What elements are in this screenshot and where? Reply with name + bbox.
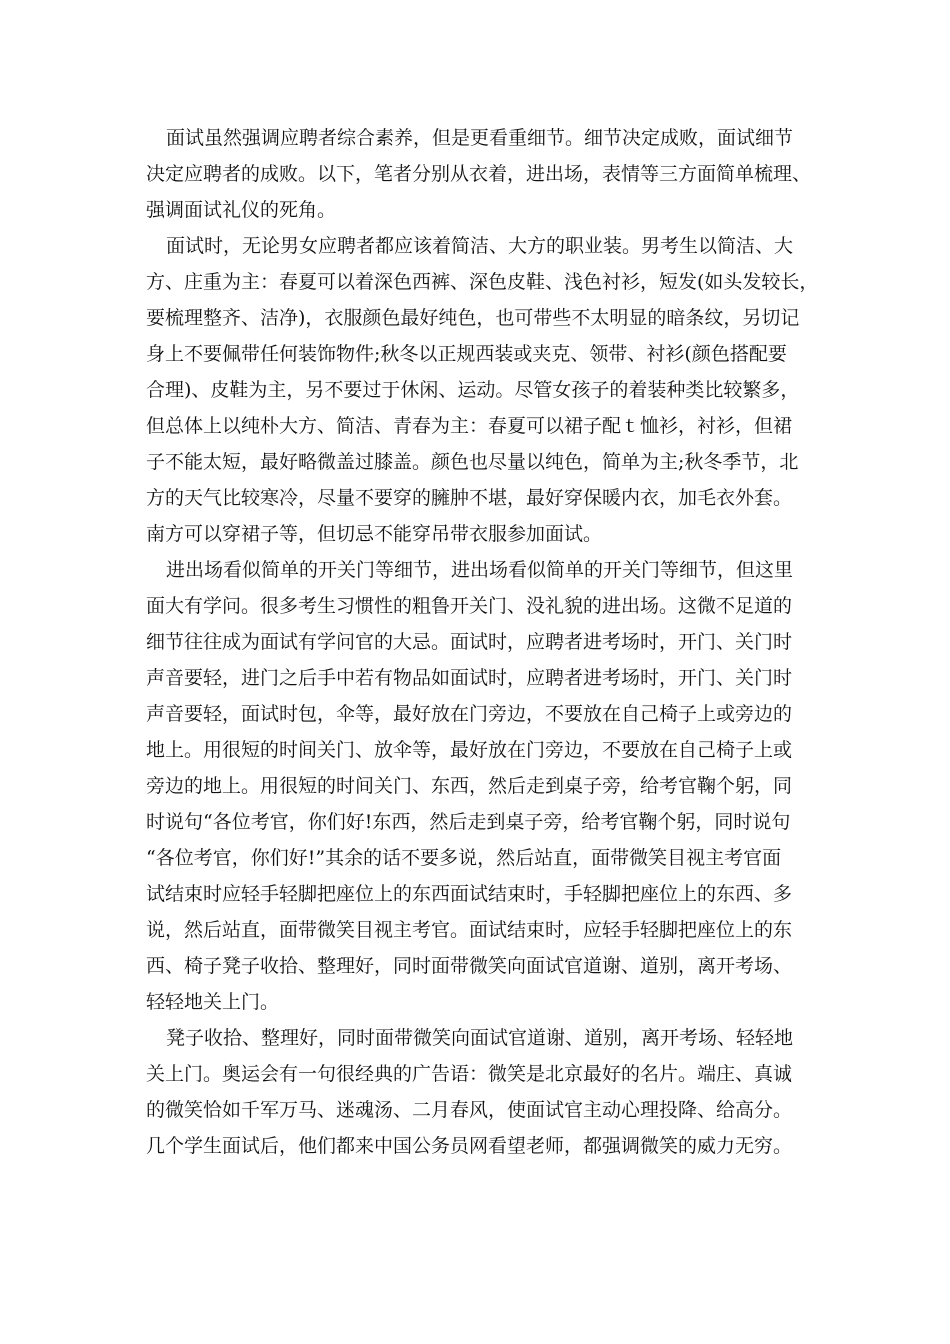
text-line: 强调面试礼仪的死角。 xyxy=(146,199,337,221)
text-line: 的微笑恰如千军万马、迷魂汤、二月春风，使面试官主动心理投降、给高分。 xyxy=(146,1099,793,1121)
text-line: 要梳理整齐、洁净)，衣服颜色最好纯色，也可带些不太明显的暗条纹，另切记 xyxy=(146,307,800,329)
text-line: 面试虽然强调应聘者综合素养，但是更看重细节。细节决定成败，面试细节 xyxy=(166,127,794,149)
text-line: 旁边的地上。用很短的时间关门、东西，然后走到桌子旁，给考官鞠个躬，同 xyxy=(146,775,793,797)
text-line: 地上。用很短的时间关门、放伞等，最好放在门旁边，不要放在自己椅子上或 xyxy=(146,739,793,761)
text-line: 面大有学问。很多考生习惯性的粗鲁开关门、没礼貌的进出场。这微不足道的 xyxy=(146,595,793,617)
text-line: 南方可以穿裙子等，但切忌不能穿吊带衣服参加面试。 xyxy=(146,523,603,545)
text-line: 面试时，无论男女应聘者都应该着简洁、大方的职业装。男考生以简洁、大 xyxy=(166,235,794,257)
text-line: 试结束时应轻手轻脚把座位上的东西面试结束时，手轻脚把座位上的东西、多 xyxy=(146,883,793,905)
text-line: 方的天气比较寒冷，尽量不要穿的臃肿不堪，最好穿保暖内衣，加毛衣外套。 xyxy=(146,487,793,509)
text-line: 进出场看似简单的开关门等细节，进出场看似简单的开关门等细节，但这里 xyxy=(166,559,794,581)
text-line: 细节往往成为面试有学问官的大忌。面试时，应聘者进考场时，开门、关门时 xyxy=(146,631,793,653)
text-line: 时说句“各位考官，你们好!东西，然后走到桌子旁，给考官鞠个躬，同时说句 xyxy=(146,811,791,833)
text-line: 凳子收拾、整理好，同时面带微笑向面试官道谢、道别，离开考场、轻轻地 xyxy=(166,1027,794,1049)
text-line: 声音要轻，进门之后手中若有物品如面试时，应聘者进考场时，开门、关门时 xyxy=(146,667,793,689)
text-line: 但总体上以纯朴大方、简洁、青春为主：春夏可以裙子配ｔ恤衫，衬衫，但裙 xyxy=(146,415,793,437)
text-line: 西、椅子凳子收拾、整理好，同时面带微笑向面试官道谢、道别，离开考场、 xyxy=(146,955,793,977)
text-line: 合理)、皮鞋为主，另不要过于休闲、运动。尽管女孩子的着装种类比较繁多， xyxy=(146,379,800,401)
text-line: “各位考官，你们好!”其余的话不要多说，然后站直，面带微笑目视主考官面 xyxy=(146,847,782,869)
text-line: 说，然后站直，面带微笑目视主考官。面试结束时，应轻手轻脚把座位上的东 xyxy=(146,919,793,941)
text-line: 轻轻地关上门。 xyxy=(146,991,280,1013)
text-line: 决定应聘者的成败。以下，笔者分别从衣着，进出场，表情等三方面简单梳理、 xyxy=(146,163,812,185)
text-line: 关上门。奥运会有一句很经典的广告语：微笑是北京最好的名片。端庄、真诚 xyxy=(146,1063,793,1085)
text-line: 身上不要佩带任何装饰物件;秋冬以正规西装或夹克、领带、衬衫(颜色搭配要 xyxy=(146,343,787,365)
text-line: 子不能太短，最好略微盖过膝盖。颜色也尽量以纯色，简单为主;秋冬季节，北 xyxy=(146,451,799,473)
text-line: 声音要轻，面试时包，伞等，最好放在门旁边，不要放在自己椅子上或旁边的 xyxy=(146,703,793,725)
text-line: 方、庄重为主：春夏可以着深色西裤、深色皮鞋、浅色衬衫，短发(如头发较长， xyxy=(146,271,819,293)
text-line: 几个学生面试后，他们都来中国公务员网看望老师，都强调微笑的威力无穷。 xyxy=(146,1135,793,1157)
